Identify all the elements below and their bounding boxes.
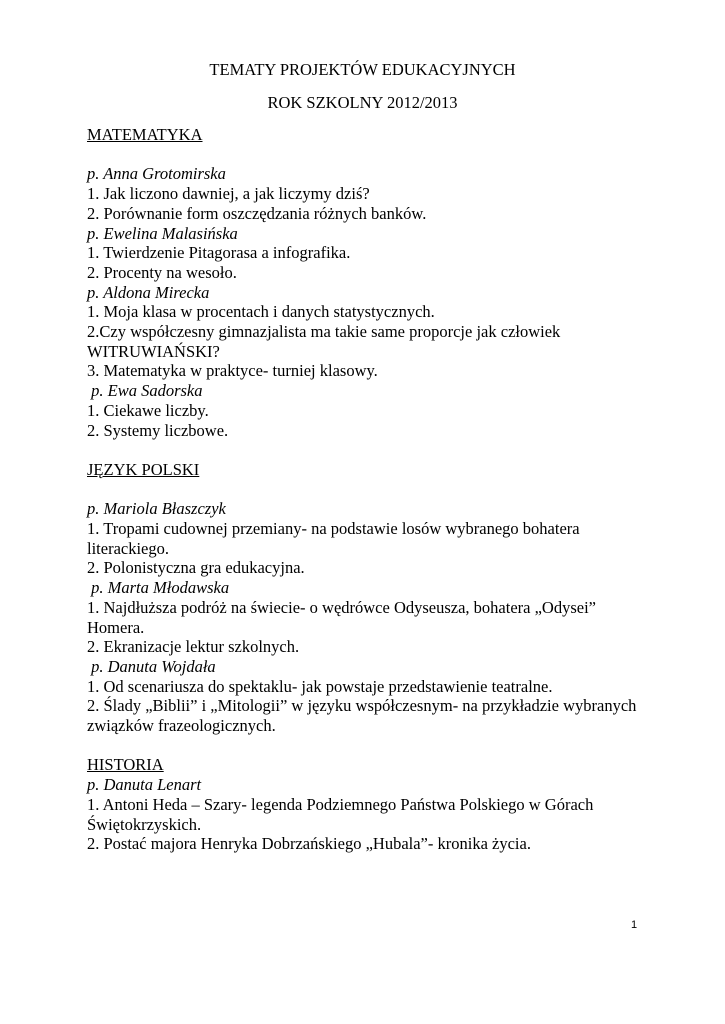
subject-heading: JĘZYK POLSKI [87,459,200,479]
project-topic: 1. Od scenariusza do spektaklu- jak powstaje przedstawienie teatralne. [87,676,553,696]
section-spacer [87,736,647,756]
project-topic: 2. Systemy liczbowe. [87,420,229,440]
teacher-name: p. Mariola Błaszczyk [87,499,226,519]
document-title: TEMATY PROJEKTÓW EDUKACYJNYCH [209,60,516,79]
project-topic: 1. Ciekawe liczby. [87,400,209,420]
project-topic: 1. Moja klasa w procentach i danych statystycznych. [87,302,435,322]
project-topic: 1. Antoni Heda – Szary- legenda Podziemnego Państwa Polskiego w Górach Świętokrzyskich. [87,794,594,834]
project-topic: 2. Procenty na wesoło. [87,262,237,282]
project-topic: 2. Porównanie form oszczędzania różnych banków. [87,203,427,223]
teacher-name: p. Danuta Wojdała [87,656,216,676]
project-topic: 2.Czy współczesny gimnazjalista ma takie same proporcje jak człowiek WITRUWIAŃSKI? [87,322,561,361]
project-topic: 2. Ekranizacje lektur szkolnych. [87,637,300,657]
subject-heading: HISTORIA [87,755,164,775]
subject-section [87,460,647,736]
project-topic: 3. Matematyka w praktyce- turniej klasowy. [87,361,378,381]
teacher-name: p. Marta Młodawska [87,578,230,598]
project-topic: 1. Jak liczono dawniej, a jak liczymy dziś? [87,184,370,204]
project-topic: 2. Postać majora Henryka Dobrzańskiego „Hubala”- kronika życia. [87,834,531,854]
project-topics-list [87,125,647,854]
project-topic: 2. Ślady „Biblii” i „Mitologii” w języku współczesnym- na przykładzie wybranych związków frazeologicznych. [87,696,637,736]
section-spacer [87,440,647,460]
subject-section [87,125,647,440]
teacher-name: p. Ewelina Malasińska [87,223,238,243]
teacher-name: p. Aldona Mirecka [87,282,210,302]
spacer [87,480,647,500]
subject-section [87,755,647,854]
school-year-subtitle: ROK SZKOLNY 2012/2013 [267,93,458,112]
project-topic: 2. Polonistyczna gra edukacyjna. [87,558,305,578]
teacher-name: p. Ewa Sadorska [87,381,203,401]
project-topic: 1. Tropami cudownej przemiany- na podstawie losów wybranego bohatera literackiego. [87,519,580,558]
teacher-name: p. Danuta Lenart [87,775,202,795]
project-topic: 1. Twierdzenie Pitagorasa a infografika. [87,243,351,263]
project-topic: 1. Najdłuższa podróż na świecie- o wędrówce Odyseusza, bohatera „Odysei” Homera. [87,597,597,637]
subject-heading: MATEMATYKA [87,125,203,144]
spacer [87,145,647,165]
teacher-name: p. Anna Grotomirska [87,164,226,184]
page-number: 1 [631,919,638,931]
